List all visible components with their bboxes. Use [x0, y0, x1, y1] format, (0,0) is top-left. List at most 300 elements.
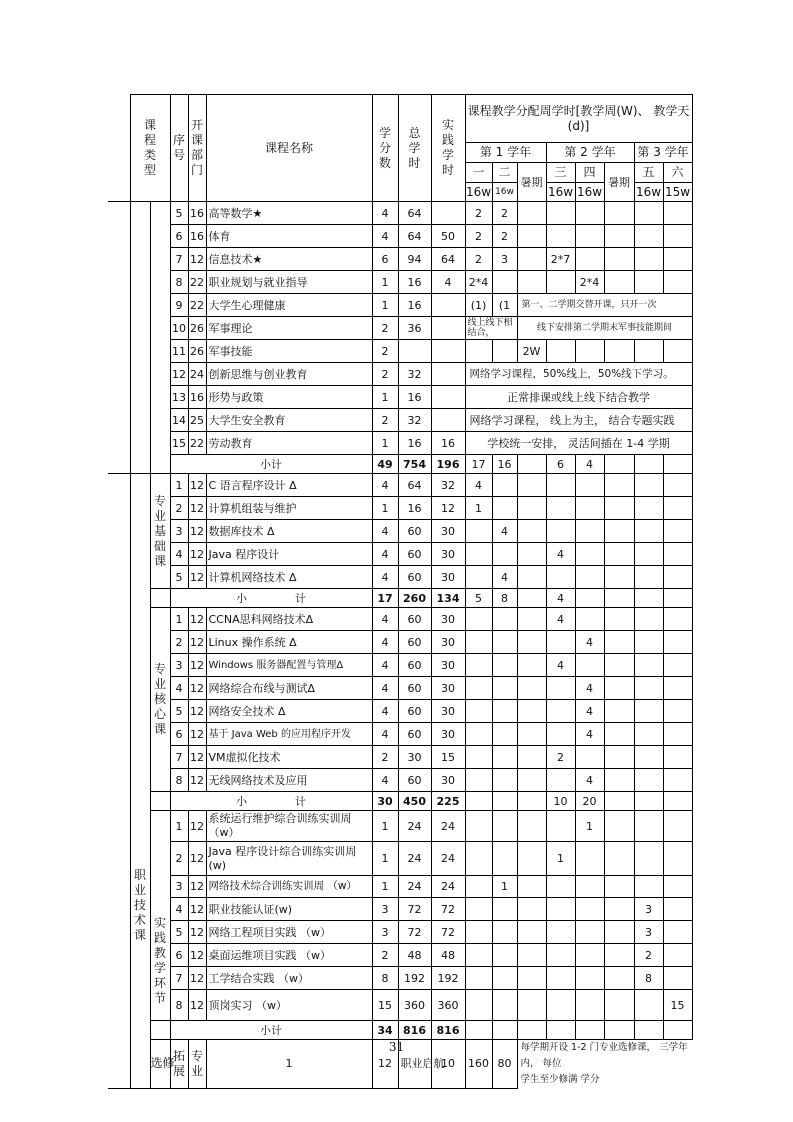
curriculum-table-body: [108, 95, 692, 1089]
cell-sem2: [492, 811, 517, 842]
cell-hours: 60: [398, 769, 431, 792]
elective-note-line-1: 每学期开设 1-2 门专业选修课， 三学年内， 每位: [520, 1042, 688, 1069]
cell-sem5: 2: [634, 944, 663, 967]
cell-course-name: 网络工程项目实践 （w）: [206, 921, 372, 944]
cell-credit: 4: [372, 631, 398, 654]
cell-sem4: [575, 608, 604, 631]
cell-course-name: 网络安全技术 Δ: [206, 700, 372, 723]
cell-credit: 1: [372, 432, 398, 455]
subtotal-summer1: [517, 589, 546, 608]
header-year3: 第 3 学年: [634, 143, 692, 163]
cell-credit: 1: [372, 876, 398, 898]
cell-sem2: [492, 543, 517, 566]
cell-sem4: [575, 967, 604, 990]
cell-sem6: [663, 566, 692, 589]
group-elective: 选修: [150, 1040, 170, 1089]
cell-summer1: [517, 202, 546, 225]
cell-summer2: [604, 876, 634, 898]
cell-hours: 16: [398, 386, 431, 409]
cell-summer1: [517, 842, 546, 876]
cell-practice: 50: [431, 225, 465, 248]
cell-credit: 4: [372, 723, 398, 746]
cell-sem1: [465, 876, 492, 898]
cell-sem1: 2*4: [465, 271, 492, 294]
cell-dept: 12: [188, 944, 206, 967]
cell-sem2: 4: [492, 566, 517, 589]
table-row: [108, 700, 692, 723]
cell-practice: [431, 363, 465, 386]
cell-course-name: 职业启航: [398, 1040, 431, 1089]
cell-practice: [431, 202, 465, 225]
table-row: [108, 202, 692, 225]
subtotal-label: 小 计: [170, 589, 372, 608]
subtotal-row-practice: [108, 1021, 692, 1040]
cell-course-name: CCNA思科网络技术Δ: [206, 608, 372, 631]
table-row: [108, 225, 692, 248]
cell-sem6: [663, 898, 692, 921]
cell-sem1: 2: [465, 248, 492, 271]
cell-summer1: [517, 944, 546, 967]
cell-sem1: [465, 543, 492, 566]
table-row: [108, 769, 692, 792]
cell-summer2: [604, 631, 634, 654]
subtotal-sem5: [634, 1021, 663, 1040]
cell-course-name: 职业规划与就业指导: [206, 271, 372, 294]
left-blank-vocational: [108, 474, 130, 1089]
cell-practice: 80: [492, 1040, 517, 1089]
cell-dept: 12: [188, 842, 206, 876]
cell-sem1: [465, 608, 492, 631]
cell-sem3: [546, 898, 575, 921]
table-row: [108, 474, 692, 497]
cell-dept: 24: [188, 363, 206, 386]
cell-note: 第一、二学期交替开课，只开一次: [517, 294, 692, 317]
cell-sem5: [634, 876, 663, 898]
cell-practice: 30: [431, 608, 465, 631]
cell-dept: 26: [188, 340, 206, 363]
subtotal-sem2: [492, 1021, 517, 1040]
cell-sem4: [575, 566, 604, 589]
cell-summer1: [517, 225, 546, 248]
cell-dept: 26: [188, 317, 206, 340]
cell-sem4: [575, 340, 604, 363]
table-row: [108, 386, 692, 409]
cell-dept: 12: [188, 723, 206, 746]
subtotal-sem5: [634, 792, 663, 811]
cell-sem4: [575, 474, 604, 497]
cell-dept: 12: [188, 769, 206, 792]
cell-summer2: [604, 340, 634, 363]
cell-summer2: [604, 723, 634, 746]
cell-dept: 22: [188, 432, 206, 455]
table-row: [108, 294, 692, 317]
cell-sem5: [634, 990, 663, 1021]
cell-course-name: 计算机网络技术 Δ: [206, 566, 372, 589]
cell-sem5: [634, 340, 663, 363]
cell-no: 4: [170, 898, 188, 921]
cell-course-name: 网络综合布线与测试Δ: [206, 677, 372, 700]
cell-sem2: 2: [492, 225, 517, 248]
cell-sem6: 15: [663, 990, 692, 1021]
header-sem2: 二: [492, 163, 517, 183]
cell-summer2: [604, 543, 634, 566]
cell-practice: 30: [431, 654, 465, 677]
cell-dept: 12: [188, 631, 206, 654]
cell-course-name: 职业技能认证(w): [206, 898, 372, 921]
subtotal-credit: 17: [372, 589, 398, 608]
subtotal-credit: 30: [372, 792, 398, 811]
cell-course-name: 创新思维与创业教育: [206, 363, 372, 386]
subtotal-sem5: [634, 589, 663, 608]
group-basic: 专业基础课: [150, 474, 170, 589]
cell-sem6: [663, 474, 692, 497]
cell-summer1: [517, 898, 546, 921]
cell-hours: 60: [398, 566, 431, 589]
cell-hours: 16: [398, 271, 431, 294]
cell-credit: 15: [372, 990, 398, 1021]
cell-dept: 22: [188, 271, 206, 294]
header-w2: 16w: [492, 183, 517, 202]
cell-sem4: 2*4: [575, 271, 604, 294]
header-sem3: 三: [546, 163, 575, 183]
header-sem1: 一: [465, 163, 492, 183]
cell-dept: 12: [188, 967, 206, 990]
cell-sem2: [492, 921, 517, 944]
cell-course-name: Linux 操作系统 Δ: [206, 631, 372, 654]
cell-dept: 12: [188, 520, 206, 543]
cell-sem3: [546, 921, 575, 944]
subtotal-label: 小计: [170, 455, 372, 474]
cell-summer2: [604, 608, 634, 631]
cell-sem5: [634, 474, 663, 497]
cell-summer1: [517, 769, 546, 792]
cell-dept: 12: [188, 921, 206, 944]
cell-sem2: [492, 898, 517, 921]
cell-sem5: [634, 248, 663, 271]
cell-summer1: [517, 248, 546, 271]
cell-no: 8: [170, 990, 188, 1021]
cell-sem6: [663, 520, 692, 543]
cell-practice: 30: [431, 769, 465, 792]
cell-sem4: [575, 898, 604, 921]
table-row: [108, 654, 692, 677]
cell-summer1: [517, 700, 546, 723]
subtotal-sem6: [663, 455, 692, 474]
cell-credit: 2: [372, 363, 398, 386]
cell-sem2: 4: [492, 520, 517, 543]
table-row: [108, 497, 692, 520]
cell-credit: 6: [372, 248, 398, 271]
cell-credit: 4: [372, 543, 398, 566]
table-row: [108, 631, 692, 654]
cell-course-name: 无线网络技术及应用: [206, 769, 372, 792]
cell-sem3: [546, 271, 575, 294]
header-year2: 第 2 学年: [546, 143, 634, 163]
cell-credit: 4: [372, 677, 398, 700]
cell-sem1: [465, 944, 492, 967]
cell-sem1: [465, 967, 492, 990]
cell-course-name: 顶岗实习 （w）: [206, 990, 372, 1021]
cell-summer1: 2W: [517, 340, 546, 363]
subtotal-sem6: [663, 1021, 692, 1040]
cell-practice: 30: [431, 520, 465, 543]
cell-no: 11: [170, 340, 188, 363]
cell-sem3: [546, 631, 575, 654]
table-row: [108, 876, 692, 898]
cell-summer1: [517, 566, 546, 589]
subtotal-summer2: [604, 589, 634, 608]
subtotal-sem5: [634, 455, 663, 474]
cell-summer2: [604, 677, 634, 700]
cell-sem6: [663, 811, 692, 842]
cell-summer2: [604, 700, 634, 723]
cell-practice: 30: [431, 723, 465, 746]
cell-summer1: [517, 876, 546, 898]
cell-practice: 15: [431, 746, 465, 769]
table-row: [108, 677, 692, 700]
cell-sem1: [465, 340, 492, 363]
cell-hours: 24: [398, 842, 431, 876]
table-row: [108, 723, 692, 746]
cell-course-name: 军事理论: [206, 317, 372, 340]
cell-course-name: Java 程序设计: [206, 543, 372, 566]
cell-course-name: 劳动教育: [206, 432, 372, 455]
cell-summer1: [517, 921, 546, 944]
cell-summer2: [604, 967, 634, 990]
cell-summer1: [517, 497, 546, 520]
cell-sem5: [634, 769, 663, 792]
cell-sem2: [492, 769, 517, 792]
header-row-1: [108, 95, 692, 143]
cell-sem6: [663, 608, 692, 631]
subtotal-sem4: [575, 1021, 604, 1040]
cell-no: 6: [170, 225, 188, 248]
cell-summer2: [604, 520, 634, 543]
cell-note: 网络学习课程， 线上为主， 结合专题实践: [465, 409, 692, 432]
cell-sem1: 4: [465, 474, 492, 497]
cell-sem4: 4: [575, 631, 604, 654]
table-row: [108, 317, 692, 340]
cell-sem1: (1): [465, 294, 492, 317]
cell-summer1: [517, 271, 546, 294]
cell-sem5: [634, 608, 663, 631]
cell-summer2: [604, 921, 634, 944]
cell-summer1: [517, 654, 546, 677]
cell-note-b: 线下安排第二学期末军事技能期间: [517, 317, 692, 340]
cell-sem5: [634, 271, 663, 294]
cell-sem5: 3: [634, 898, 663, 921]
cell-course-name: 大学生心理健康: [206, 294, 372, 317]
cell-no: 14: [170, 409, 188, 432]
cell-credit: 2: [372, 944, 398, 967]
cell-sem5: [634, 520, 663, 543]
subtotal-sem4: 4: [575, 455, 604, 474]
subtotal-sem1: [465, 1021, 492, 1040]
cell-credit: 1: [372, 842, 398, 876]
elective-note-line-2: 学生至少修满 学分: [520, 1074, 600, 1085]
cell-course-name: 军事技能: [206, 340, 372, 363]
cell-no: 5: [170, 700, 188, 723]
cell-hours: 30: [398, 746, 431, 769]
cell-practice: 24: [431, 876, 465, 898]
cell-no: 4: [170, 543, 188, 566]
cell-sem1: [465, 520, 492, 543]
cell-summer2: [604, 746, 634, 769]
cell-summer2: [604, 248, 634, 271]
left-blank-public: [108, 202, 130, 474]
cell-summer1: [517, 990, 546, 1021]
cell-course-name: 系统运行维护综合训练实训周（w）: [206, 811, 372, 842]
cell-sem6: [663, 340, 692, 363]
subtotal-sem2: [492, 792, 517, 811]
table-row: [108, 842, 692, 876]
cell-no: 3: [170, 654, 188, 677]
cell-credit: 4: [372, 608, 398, 631]
subtotal-practice: 816: [431, 1021, 465, 1040]
cell-note: 学校统一安排， 灵活间插在 1-4 学期: [465, 432, 692, 455]
cell-practice: 12: [431, 497, 465, 520]
subtotal-summer1: [517, 792, 546, 811]
cell-summer2: [604, 811, 634, 842]
cell-sem4: 4: [575, 677, 604, 700]
cell-hours: 64: [398, 202, 431, 225]
cell-no: 1: [170, 811, 188, 842]
cell-summer1: [517, 967, 546, 990]
cell-summer2: [604, 944, 634, 967]
table-row: [108, 340, 692, 363]
header-seq: 序号: [170, 95, 188, 202]
cell-credit: 1: [372, 271, 398, 294]
cell-dept: 12: [188, 811, 206, 842]
cell-sem3: [546, 967, 575, 990]
cell-credit: 4: [372, 654, 398, 677]
cell-hours: 360: [398, 990, 431, 1021]
header-practice-hours: 实践学时: [431, 95, 465, 202]
subtotal-summer1: [517, 455, 546, 474]
cell-no: 1: [170, 474, 188, 497]
cell-sem6: [663, 248, 692, 271]
cell-sem4: [575, 654, 604, 677]
cell-hours: [398, 340, 431, 363]
subtotal-sem3: 6: [546, 455, 575, 474]
cell-course-name: VM虚拟化技术: [206, 746, 372, 769]
cell-sem5: [634, 631, 663, 654]
table-row: [108, 921, 692, 944]
cell-dept: 12: [188, 746, 206, 769]
cell-sem2: [492, 723, 517, 746]
cell-sem3: [546, 944, 575, 967]
cell-sem1: [465, 631, 492, 654]
subtotal-hours: 754: [398, 455, 431, 474]
cell-dept: 16: [188, 202, 206, 225]
cell-dept: 12: [372, 1040, 398, 1089]
cell-sem5: 3: [634, 921, 663, 944]
cell-hours: 60: [398, 700, 431, 723]
cell-practice: 72: [431, 921, 465, 944]
subtotal-sem3: 4: [546, 589, 575, 608]
cell-credit: 1: [372, 811, 398, 842]
cell-sem2: [492, 497, 517, 520]
cell-no: 1: [170, 608, 188, 631]
cell-sem2: [492, 608, 517, 631]
cell-sem6: [663, 921, 692, 944]
cell-credit: 2: [372, 340, 398, 363]
cell-sem5: [634, 497, 663, 520]
cell-dept: 16: [188, 225, 206, 248]
cell-course-name: 数据库技术 Δ: [206, 520, 372, 543]
cell-sem6: [663, 677, 692, 700]
cell-sem3: [546, 990, 575, 1021]
cell-sem3: [546, 723, 575, 746]
cell-hours: 24: [398, 876, 431, 898]
subtotal-sem4: 20: [575, 792, 604, 811]
cell-no: 7: [170, 746, 188, 769]
cell-no: 2: [170, 631, 188, 654]
cell-sem2: [492, 677, 517, 700]
cell-sem4: [575, 876, 604, 898]
subtotal-sem4: [575, 589, 604, 608]
cell-credit: 2: [372, 317, 398, 340]
cell-credit: 2: [372, 409, 398, 432]
subtotal-label: 小计: [170, 1021, 372, 1040]
cell-sem6: [663, 271, 692, 294]
cell-practice: 4: [431, 271, 465, 294]
cell-sem2: [492, 967, 517, 990]
cell-sem4: 4: [575, 723, 604, 746]
cell-no: 10: [170, 317, 188, 340]
cell-sem2: 2: [492, 202, 517, 225]
cell-summer1: [517, 811, 546, 842]
cell-summer2: [604, 497, 634, 520]
cell-sem1: [465, 921, 492, 944]
table-row: [108, 409, 692, 432]
subtotal-blank: [150, 792, 170, 811]
cell-course-name: 体育: [206, 225, 372, 248]
cell-sem1: [465, 769, 492, 792]
cell-sem2: [492, 340, 517, 363]
cell-hours: 32: [398, 363, 431, 386]
subtotal-row-public: [108, 455, 692, 474]
cell-sem5: [634, 723, 663, 746]
cell-sem1: [465, 811, 492, 842]
cell-sem5: [634, 225, 663, 248]
cell-course-name: 计算机组装与维护: [206, 497, 372, 520]
cell-summer1: [517, 474, 546, 497]
cell-sem1: [465, 566, 492, 589]
header-summer-1: 暑期: [517, 163, 546, 202]
cell-dept: 12: [188, 677, 206, 700]
subtotal-sem6: [663, 589, 692, 608]
subtotal-practice: 196: [431, 455, 465, 474]
cell-sem6: [663, 944, 692, 967]
cell-hours: 48: [398, 944, 431, 967]
cell-course-name: Java 程序设计综合训练实训周(w): [206, 842, 372, 876]
cell-hours: 24: [398, 811, 431, 842]
cell-practice: 30: [431, 677, 465, 700]
header-sem5: 五: [634, 163, 663, 183]
cell-sem3: 2: [546, 746, 575, 769]
cell-summer2: [604, 202, 634, 225]
subtotal-summer2: [604, 455, 634, 474]
page-number: 31: [388, 1040, 405, 1054]
cell-hours: 32: [398, 409, 431, 432]
cell-note: 网络学习课程，50%线上，50%线下学习。: [465, 363, 692, 386]
cell-summer2: [604, 654, 634, 677]
cell-sem4: 4: [575, 700, 604, 723]
cell-practice: [431, 294, 465, 317]
table-row: [108, 566, 692, 589]
group-extension: 拓展: [170, 1040, 188, 1089]
